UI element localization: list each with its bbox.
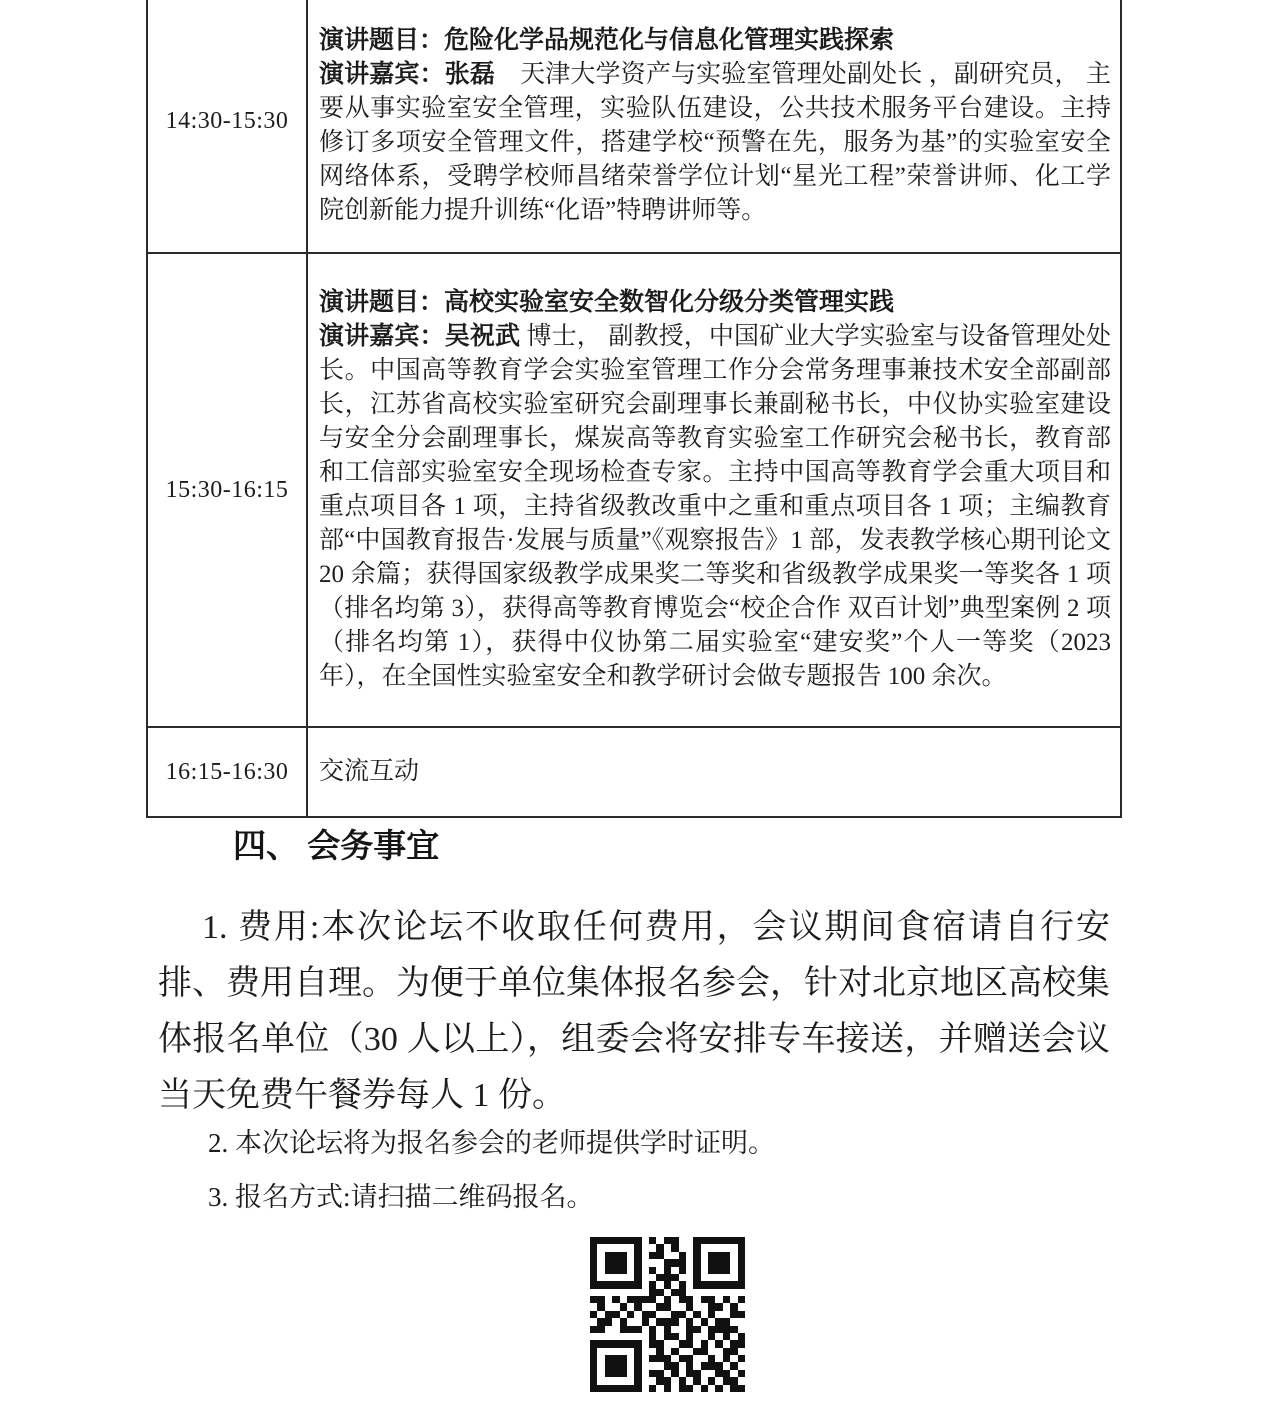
conference-note-certificate: 2. 本次论坛将为报名参会的老师提供学时证明。 <box>208 1128 775 1158</box>
table-row <box>147 0 1121 253</box>
table-row <box>147 727 1121 817</box>
speaker-bio-text: 天津大学资产与实验室管理处副处长 ，副研究员， 主要从事实验室安全管理，实验队伍建设，公共技术服务平台建设。主持修订多项安全管理文件，搭建学校“预警在先，服务为基”的实验室安全网络体系，受聘学校师昌绪荣誉学位计划“星光工程”荣誉讲师、化工学院创新能力提升训练“化语”特聘讲师等。 <box>319 61 1111 224</box>
conference-note-registration: 3. 报名方式:请扫描二维码报名。 <box>208 1182 594 1212</box>
agenda-table <box>146 0 1122 818</box>
section-heading: 四、 会务事宜 <box>233 829 440 865</box>
speaker-name: 演讲嘉宾：吴祝武 <box>319 323 521 350</box>
session-description <box>307 253 1121 727</box>
table-row <box>147 253 1121 727</box>
session-time: 14:30-15:30 <box>147 0 307 253</box>
session-time: 16:15-16:30 <box>147 727 307 817</box>
session-description <box>307 0 1121 253</box>
speaker-name: 演讲嘉宾：张磊 <box>319 61 495 88</box>
conference-note-fees: 1. 费用:本次论坛不收取任何费用，会议期间食宿请自行安排、费用自理。为便于单位集体报名参会，针对北京地区高校集体报名单位（30 人以上），组委会将安排专车接送，并赠送会议当天免费午餐券每人 1 份。 <box>158 909 1110 1114</box>
talk-title: 演讲题目：高校实验室安全数智化分级分类管理实践 <box>319 289 895 316</box>
speaker-bio <box>319 58 1111 228</box>
talk-title: 演讲题目：危险化学品规范化与信息化管理实践探索 <box>319 27 895 54</box>
speaker-bio-text: 博士， 副教授，中国矿业大学实验室与设备管理处处长。中国高等教育学会实验室管理工作分会常务理事兼技术安全部副部长，江苏省高校实验室研究会副理事长兼副秘书长，中仪协实验室建设与安全分会副理事长，煤炭高等教育实验室工作研究会秘书长，教育部和工信部实验室安全现场检查专家。主持中国高等教育学会重大项目和重点项目各 1 项，主持省级教改重中之重和重点项目各 1 项；主编教育部“中国教育报告·发展与质量”《观察报告》1 部，发表教学核心期刊论文 20 余篇；获得国家级教学成果奖二等奖和省级教学成果奖一等奖各 1 项（排名均第 3），获得高等教育博览会“校企合作 双百计划”典型案例 2 项（排名均第 1），获得中仪协第二届实验室“建安奖”个人一等奖（2023 年），在全国性实验室安全和教学研讨会做专题报告 100 余次。 <box>319 323 1111 690</box>
speaker-bio <box>319 320 1111 694</box>
session-activity: 交流互动 <box>307 727 1121 817</box>
registration-qr-code <box>590 1237 745 1392</box>
session-time: 15:30-16:15 <box>147 253 307 727</box>
